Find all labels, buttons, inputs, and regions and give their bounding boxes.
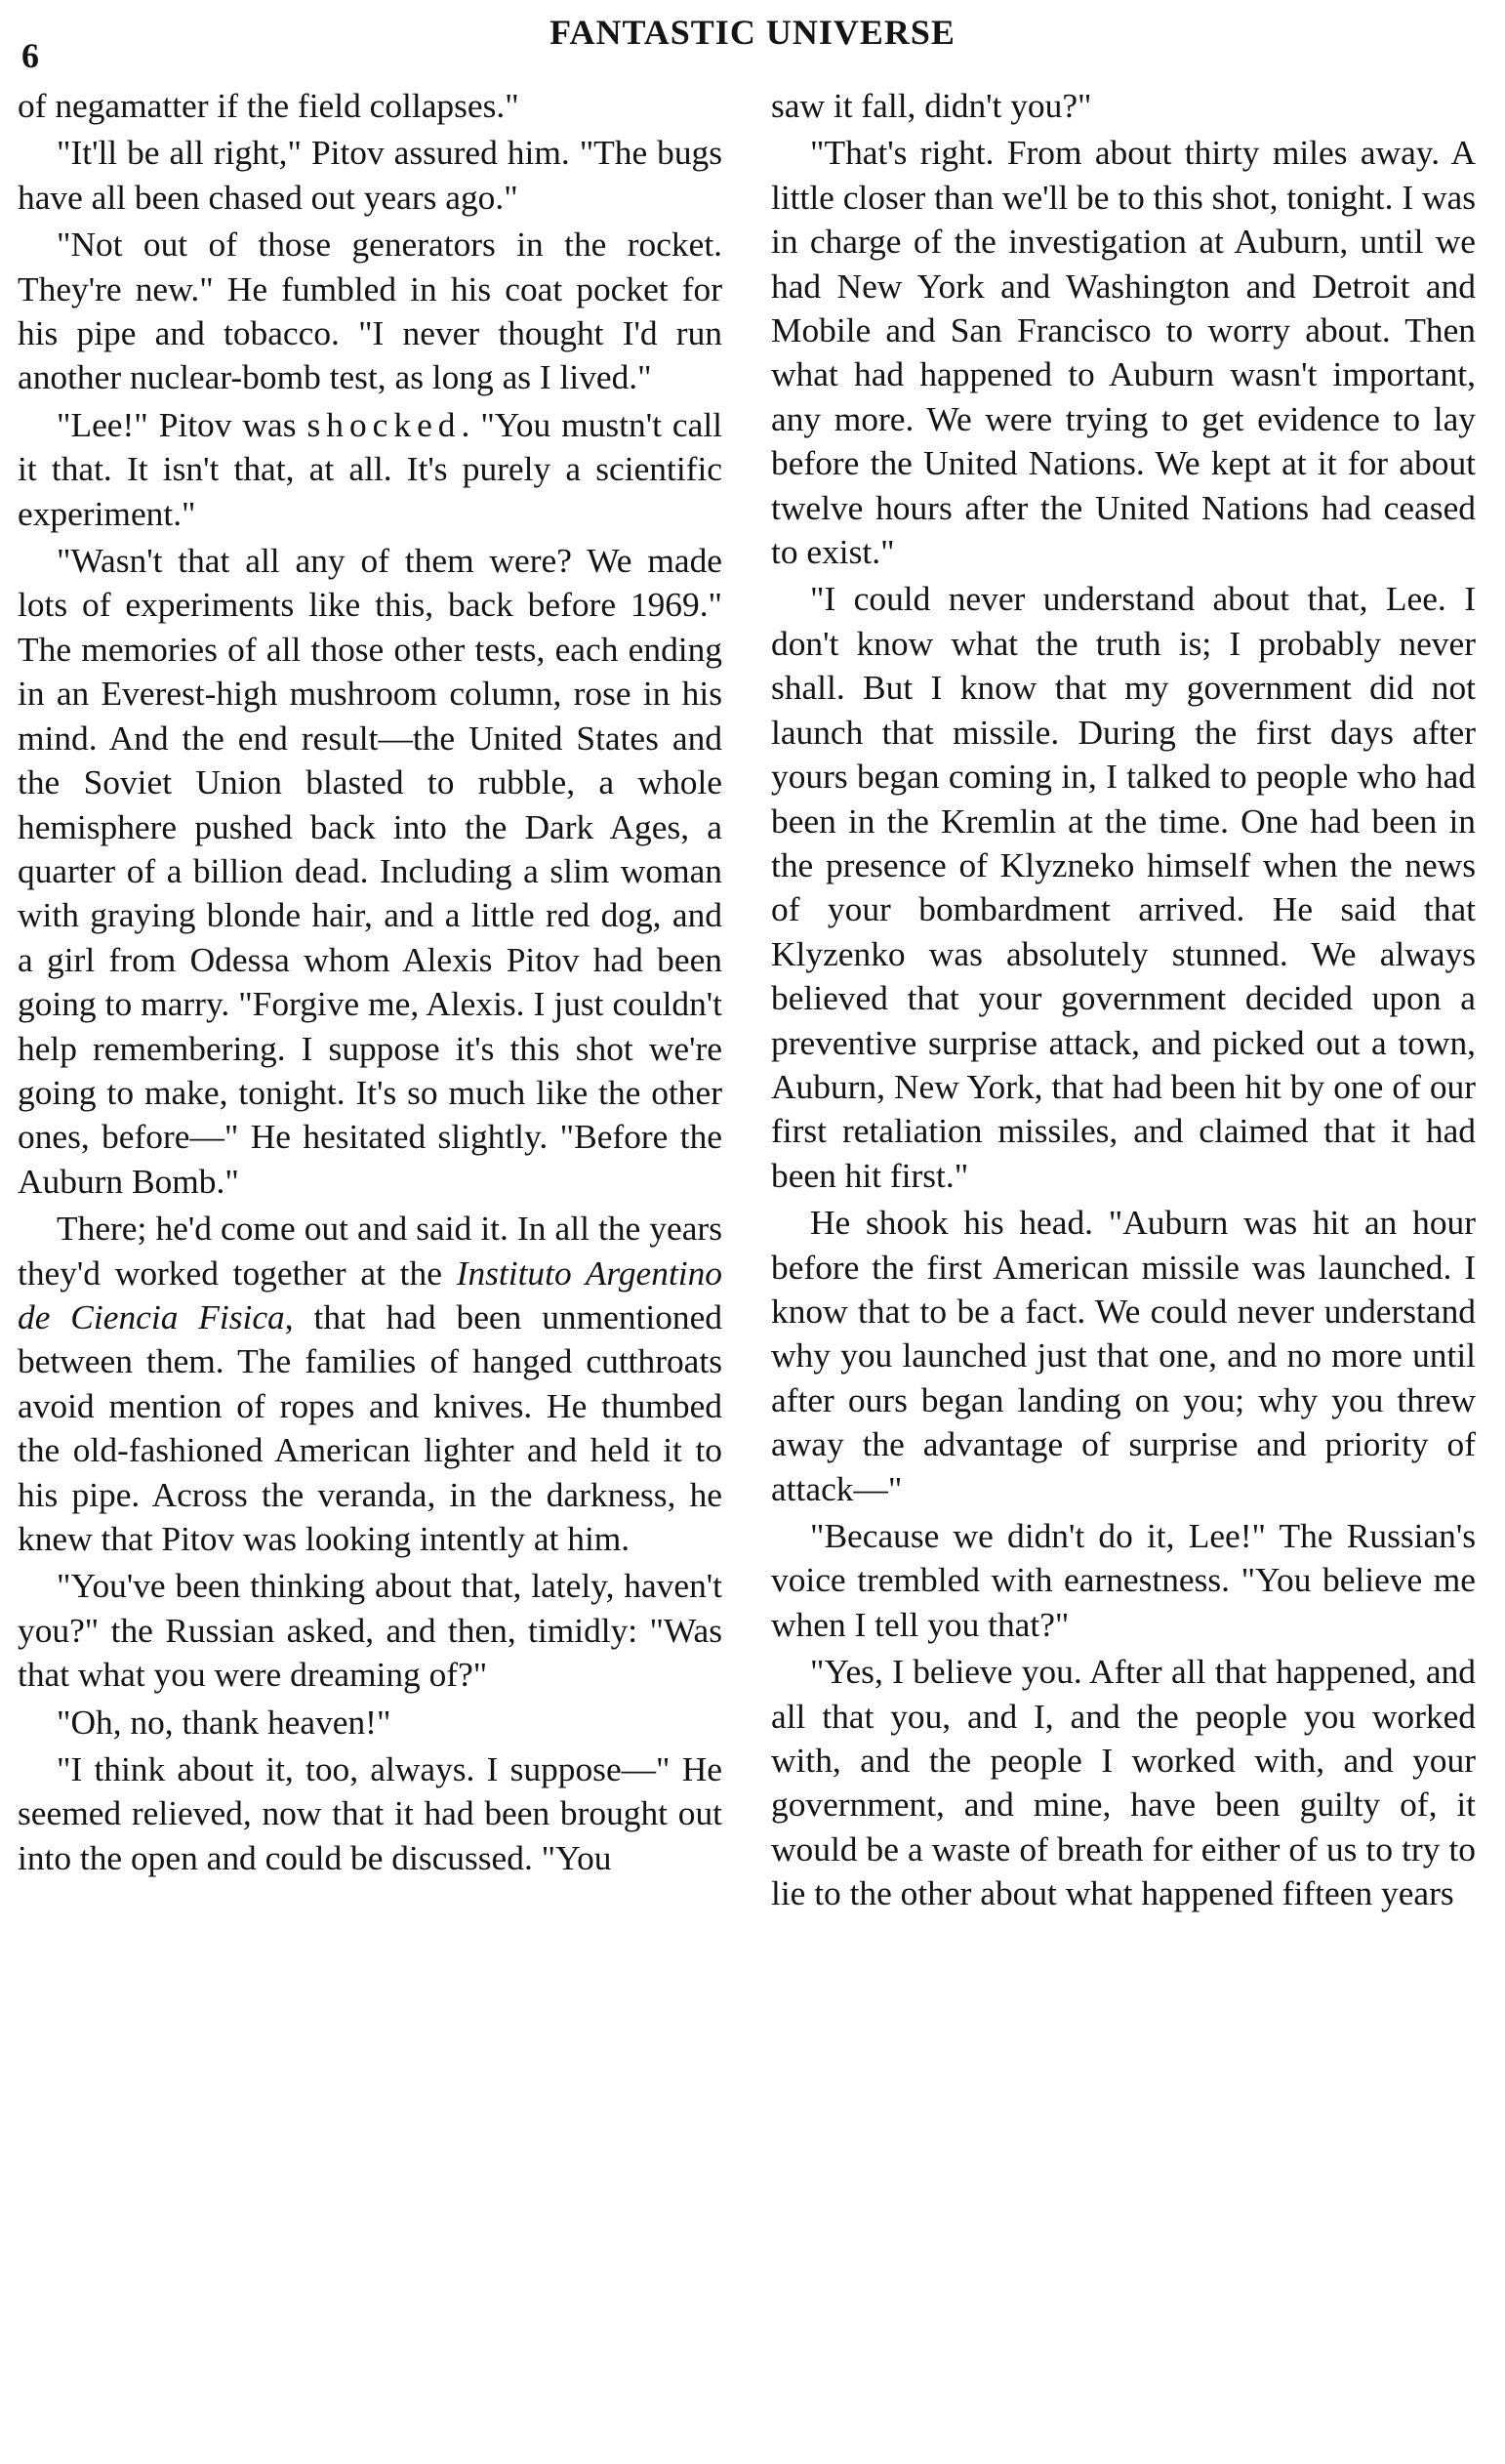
paragraph: of negamatter if the field collapses." bbox=[18, 86, 519, 125]
text-run: . "You mustn't call it that. It isn't that, at all. It's purely a scientific experiment." bbox=[18, 404, 722, 533]
paragraph: "Yes, I believe you. After all that happened, and all that you, and I, and the people you worked with, and the people I worked with, and your government, and mine, have been guilty of, it would be a waste of breath for either of us to try to lie to the other about what happened fifteen years bbox=[771, 1652, 1476, 1913]
emphasized-word: shocked bbox=[306, 404, 462, 444]
paragraph: "I could never understand about that, Lee. I don't know what the truth is; I probably never shall. But I know that my government did not launch that missile. During the first days after yours began coming in, I talked to people who had been in the Kremlin at the time. One had been in the presence of Klyzneko himself when the news of your bombardment arrived. He said that Klyzenko was absolutely stunned. We always believed that your government decided upon a preventive surprise attack, and picked out a town, Auburn, New York, that had been hit by one of our first retaliation missiles, and claimed that it had been hit first." bbox=[771, 579, 1476, 1195]
running-title: FANTASTIC UNIVERSE bbox=[549, 13, 956, 52]
paragraph: "Oh, no, thank heaven!" bbox=[57, 1702, 391, 1742]
right-column bbox=[771, 84, 1476, 1916]
italic-institution-name: Instituto Argentino de Ciencia Fisica bbox=[18, 1253, 722, 1336]
paragraph: "You've been thinking about that, lately, haven't you?" the Russian asked, and then, timidly: "Was that what you were dreaming of?" bbox=[18, 1566, 722, 1695]
paragraph: "Wasn't that all any of them were? We made lots of experiments like this, back before 1969." The memories of all those other tests, each ending in an Everest-high mushroom column, rose in his mind. And the end result—the United States and the Soviet Union blasted to rubble, a whole hemisphere pushed back into the Dark Ages, a quarter of a billion dead. Including a slim woman with graying blonde hair, and a little red dog, and a girl from Odessa whom Alexis Pitov had been going to marry. "Forgive me, Alexis. I just couldn't help remembering. I suppose it's this shot we're going to make, tonight. It's so much like the other ones, before—" He hesitated slightly. "Before the Auburn Bomb." bbox=[18, 541, 722, 1201]
left-column bbox=[18, 84, 722, 1880]
paragraph: "Because we didn't do it, Lee!" The Russian's voice trembled with earnestness. "You believe me when I tell you that?" bbox=[771, 1516, 1476, 1644]
text-run: , that had been unmentioned between them. The families of hanged cutthroats avoid mention of ropes and knives. He thumbed the old-fashioned American lighter and held it to his pipe. Across the veranda, in the darkness, he knew that Pitov was looking intently at him. bbox=[18, 1296, 722, 1558]
paragraph: He shook his head. "Auburn was hit an hour before the first American missile was launched. I know that to be a fact. We could never understand why you launched just that one, and no more until after ours began landing on you; why you threw away the advantage of surprise and priority of attack—" bbox=[771, 1203, 1476, 1508]
paragraph bbox=[18, 1207, 722, 1561]
paragraph: "I think about it, too, always. I suppose—" He seemed relieved, now that it had been brought out into the open and could be discussed. "You bbox=[18, 1749, 722, 1877]
text-run: There; he'd come out and said it. In all the years they'd worked together at the bbox=[18, 1209, 722, 1293]
paragraph: saw it fall, didn't you?" bbox=[771, 86, 1092, 125]
text-run: "Lee!" Pitov was bbox=[57, 404, 307, 444]
page-number: 6 bbox=[21, 36, 39, 75]
paragraph: "It'll be all right," Pitov assured him. "The bugs have all been chased out years ago." bbox=[18, 133, 722, 217]
paragraph bbox=[18, 403, 722, 536]
paragraph: "Not out of those generators in the rocket. They're new." He fumbled in his coat pocket for his pipe and tobacco. "I never thought I'd run another nuclear-bomb test, as long as I lived." bbox=[18, 225, 722, 397]
paragraph: "That's right. From about thirty miles away. A little closer than we'll be to this shot, tonight. I was in charge of the investigation at Auburn, until we had New York and Washington and Detroit and Mobile and San Francisco to worry about. Then what had happened to Auburn wasn't important, any more. We were trying to get evidence to lay before the United Nations. We kept at it for about twelve hours after the United Nations had ceased to exist." bbox=[771, 133, 1476, 572]
